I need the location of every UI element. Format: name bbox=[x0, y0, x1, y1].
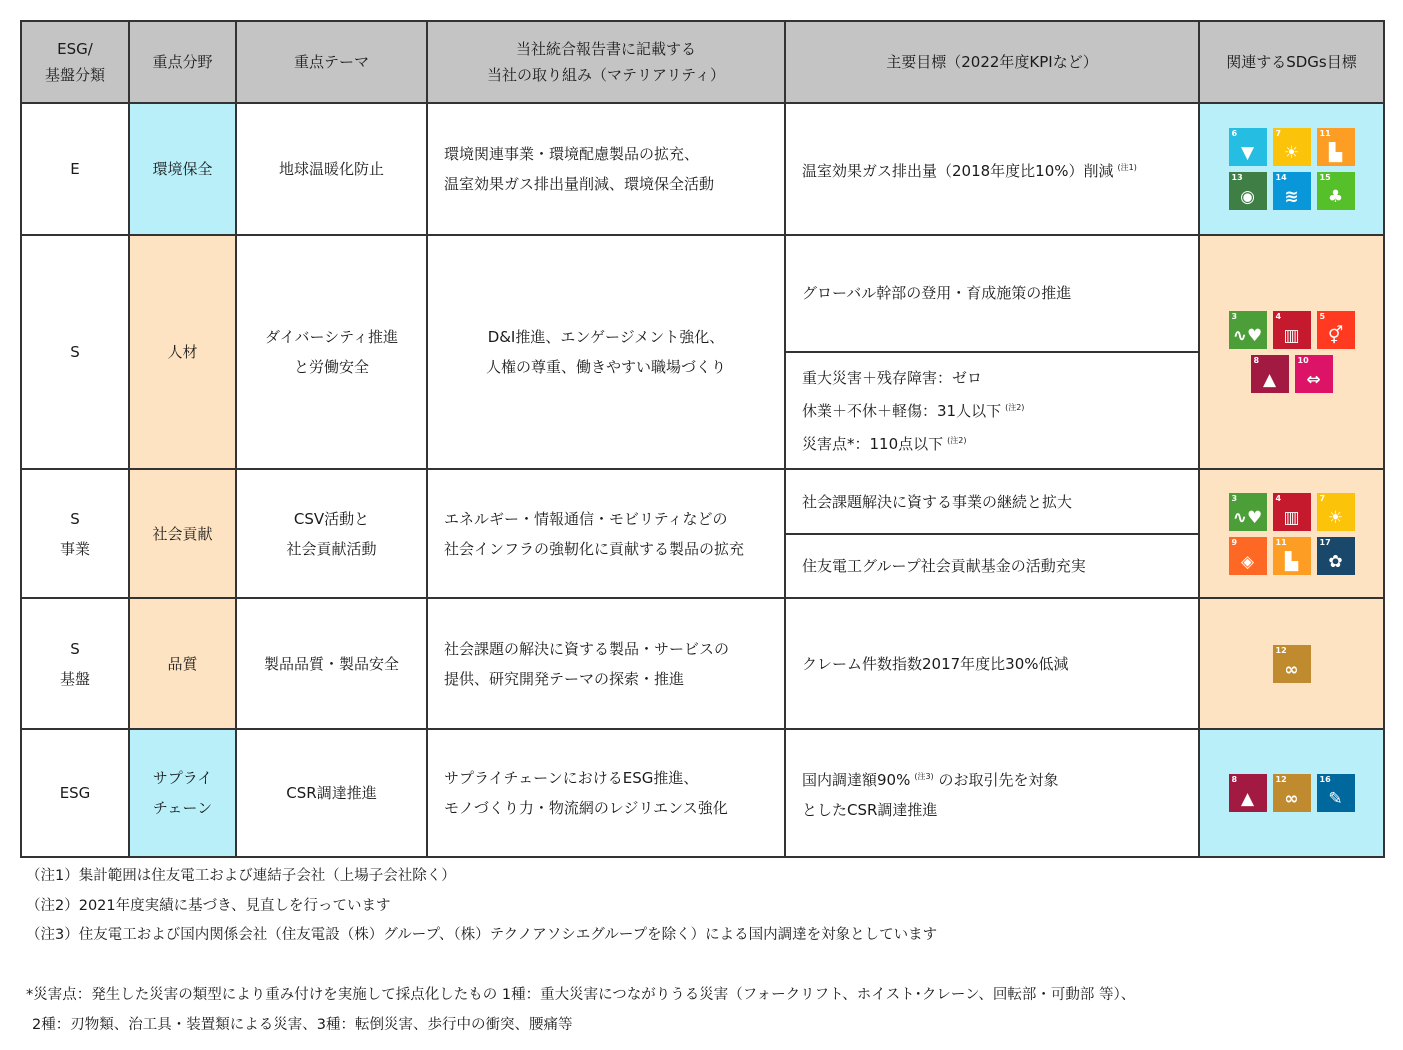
sdg-12-icon: 12 ∞ bbox=[1273, 645, 1311, 683]
footnote-line: *災害点：発生した災害の類型により重み付けを実施して採点化したもの 1種：重大災害につながりうる災害（フォークリフト、ホイスト･クレーン、回転部・可動部 等）、 bbox=[26, 987, 1136, 1003]
kpi-note-mark: (注1) bbox=[1117, 162, 1137, 172]
header-esg-category: ESG/ 基盤分類 bbox=[21, 21, 129, 103]
table-row bbox=[21, 235, 1384, 352]
sdg-15-icon: 15 ♣ bbox=[1317, 172, 1355, 210]
focus-area-cell: 環境保全 bbox=[129, 103, 236, 235]
sdg-icons-cell bbox=[1199, 235, 1384, 469]
sdg-17-icon: 17 ✿ bbox=[1317, 537, 1355, 575]
kpi-text: 社会課題解決に資する事業の継続と拡大 bbox=[802, 492, 1073, 511]
focus-area-cell: サプライ チェーン bbox=[129, 729, 236, 857]
sdg-9-icon: 9 ◈ bbox=[1229, 537, 1267, 575]
kpi-text: としたCSR調達推進 bbox=[802, 800, 938, 819]
esg-category-cell: S bbox=[21, 235, 129, 469]
focus-theme-cell: 地球温暖化防止 bbox=[236, 103, 427, 235]
sdg-10-icon: 10 ⇔ bbox=[1295, 355, 1333, 393]
header-kpi: 主要目標（2022年度KPIなど） bbox=[785, 21, 1199, 103]
materiality-cell: D&I推進、エンゲージメント強化、 人権の尊重、働きやすい職場づくり bbox=[427, 235, 785, 469]
kpi-text: 災害点*：110点以下 bbox=[802, 434, 944, 453]
esg-category-cell: S 事業 bbox=[21, 469, 129, 598]
footnote-line: 2種：刃物類、治工具・装置類による災害、3種：転倒災害、歩行中の衝突、腰痛等 bbox=[32, 1017, 573, 1033]
sdg-6-icon: 6 ▼ bbox=[1229, 128, 1267, 166]
esg-category-cell: E bbox=[21, 103, 129, 235]
kpi-text: クレーム件数指数2017年度比30%低減 bbox=[802, 654, 1069, 673]
kpi-note-mark: (注3) bbox=[914, 771, 934, 781]
sdg-icons-cell bbox=[1199, 469, 1384, 598]
materiality-cell: 社会課題の解決に資する製品・サービスの 提供、研究開発テーマの探索・推進 bbox=[427, 598, 785, 729]
table-row bbox=[21, 103, 1384, 235]
sdg-16-icon: 16 ✎ bbox=[1317, 774, 1355, 812]
sdg-11-icon: 11 ▙ bbox=[1273, 537, 1311, 575]
kpi-cell bbox=[785, 352, 1199, 469]
focus-theme-cell: CSR調達推進 bbox=[236, 729, 427, 857]
sdg-11-icon: 11 ▙ bbox=[1317, 128, 1355, 166]
sdg-7-icon: 7 ☀ bbox=[1273, 128, 1311, 166]
table-row bbox=[21, 469, 1384, 534]
kpi-text: 休業＋不休＋軽傷：31人以下 bbox=[802, 401, 1002, 420]
materiality-cell: サプライチェーンにおけるESG推進、 モノづくり力・物流網のレジリエンス強化 bbox=[427, 729, 785, 857]
note-1: （注1）集計範囲は住友電工および連結子会社（上場子会社除く） bbox=[26, 868, 456, 884]
kpi-cell bbox=[785, 598, 1199, 729]
esg-category-cell: ESG bbox=[21, 729, 129, 857]
kpi-note-mark: (注2) bbox=[1005, 402, 1025, 412]
sdg-3-icon: 3 ∿♥ bbox=[1229, 493, 1267, 531]
sdg-8-icon: 8 ▲ bbox=[1229, 774, 1267, 812]
sdg-4-icon: 4 ▥ bbox=[1273, 311, 1311, 349]
focus-area-cell: 品質 bbox=[129, 598, 236, 729]
header-focus-theme: 重点テーマ bbox=[236, 21, 427, 103]
focus-theme-cell: ダイバーシティ推進 と労働安全 bbox=[236, 235, 427, 469]
kpi-text: 住友電工グループ社会貢献基金の活動充実 bbox=[802, 557, 1086, 575]
materiality-table bbox=[20, 20, 1385, 858]
notes-section bbox=[26, 862, 937, 951]
sdg-icons-cell bbox=[1199, 729, 1384, 857]
sdg-icons-cell bbox=[1199, 103, 1384, 235]
kpi-text: グローバル幹部の登用・育成施策の推進 bbox=[802, 284, 1072, 302]
focus-area-cell: 社会貢献 bbox=[129, 469, 236, 598]
sdg-7-icon: 7 ☀ bbox=[1317, 493, 1355, 531]
kpi-cell bbox=[785, 729, 1199, 857]
focus-theme-cell: 製品品質・製品安全 bbox=[236, 598, 427, 729]
table-row bbox=[21, 729, 1384, 857]
kpi-cell bbox=[785, 103, 1199, 235]
sdg-5-icon: 5 ⚥ bbox=[1317, 311, 1355, 349]
kpi-text: 重大災害＋残存障害：ゼロ bbox=[802, 368, 983, 387]
sdg-13-icon: 13 ◉ bbox=[1229, 172, 1267, 210]
kpi-text: のお取引先を対象 bbox=[938, 770, 1059, 789]
sdg-icons-cell bbox=[1199, 598, 1384, 729]
materiality-cell: エネルギー・情報通信・モビリティなどの 社会インフラの強靭化に貢献する製品の拡充 bbox=[427, 469, 785, 598]
sdg-12-icon: 12 ∞ bbox=[1273, 774, 1311, 812]
kpi-note-mark: (注2) bbox=[947, 435, 967, 445]
header-row bbox=[21, 21, 1384, 103]
kpi-cell bbox=[785, 469, 1199, 534]
esg-category-cell: S 基盤 bbox=[21, 598, 129, 729]
focus-theme-cell: CSV活動と 社会貢献活動 bbox=[236, 469, 427, 598]
sdg-4-icon: 4 ▥ bbox=[1273, 493, 1311, 531]
table-row bbox=[21, 598, 1384, 729]
kpi-cell bbox=[785, 534, 1199, 598]
header-materiality: 当社統合報告書に記載する 当社の取り組み（マテリアリティ） bbox=[427, 21, 785, 103]
focus-area-cell: 人材 bbox=[129, 235, 236, 469]
kpi-text: 国内調達額90% bbox=[802, 770, 911, 789]
header-focus-area: 重点分野 bbox=[129, 21, 236, 103]
header-sdgs: 関連するSDGs目標 bbox=[1199, 21, 1384, 103]
sdg-8-icon: 8 ▲ bbox=[1251, 355, 1289, 393]
kpi-cell bbox=[785, 235, 1199, 352]
note-2: （注2）2021年度実績に基づき、見直しを行っています bbox=[26, 897, 391, 914]
footnote-section bbox=[26, 980, 1135, 1040]
kpi-text: 温室効果ガス排出量（2018年度比10%）削減 bbox=[802, 161, 1114, 180]
sdg-14-icon: 14 ≋ bbox=[1273, 172, 1311, 210]
sdg-3-icon: 3 ∿♥ bbox=[1229, 311, 1267, 349]
materiality-cell: 環境関連事業・環境配慮製品の拡充、 温室効果ガス排出量削減、環境保全活動 bbox=[427, 103, 785, 235]
note-3: （注3）住友電工および国内関係会社（住友電設（株）グループ、（株）テクノアソシエグループを除く）による国内調達を対象としています bbox=[26, 927, 938, 943]
